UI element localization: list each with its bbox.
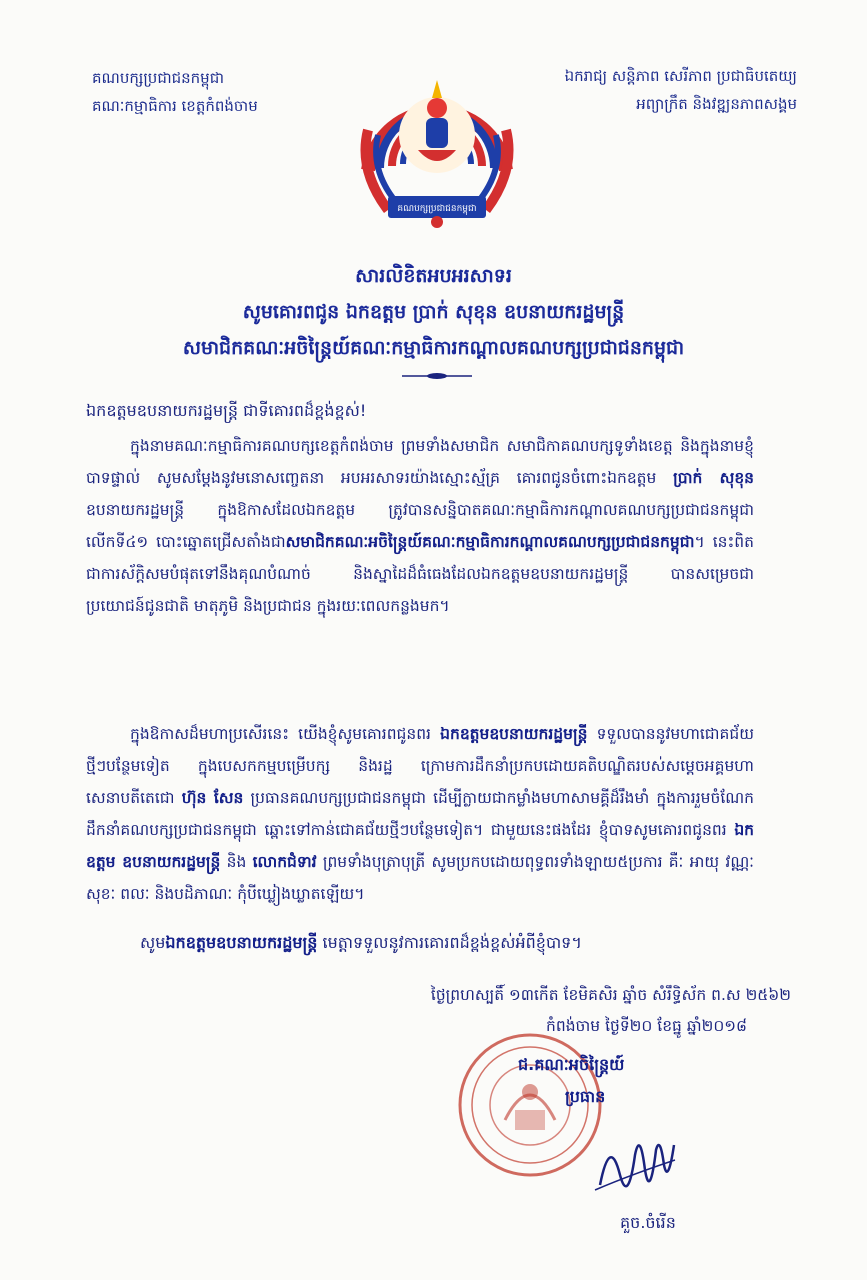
motto-line1: ឯករាជ្យ សន្តិភាព សេរីភាព ប្រជាធិបតេយ្យ — [564, 67, 797, 85]
title-line1: សារលិខិតអបអរសាទរ — [355, 265, 512, 287]
p1-text-c: ឧបនាយករដ្ឋមន្ត្រី ក្នុងឱកាសដែលឯកឧត្តម ត្រូវបានសន្និបាតគណៈកម្មាធិការកណ្តាលគណបក្សប្រជាជនកម្ពុជាលើកទី៤១ បោះឆ្នោតជ្រើសតាំងជា — [86, 501, 754, 551]
p2-text-e: និង — [220, 853, 253, 871]
p2-text-d: ប្រធានគណបក្សប្រជាជនកម្ពុជា ដើម្បីក្លាយជាកម្លាំងមហាសាមគ្គីដ៏រឹងមាំ ក្នុងការរួមចំណែកដឹកនាំគណបក្សប្រជាជនកម្ពុជា ឆ្ពោះទៅកាន់ជោគជ័យថ្មីៗបន្ថែមទៀត។ ជាមួយនេះផងដែរ ខ្ញុំបាទសូមគោរពជូនពរ — [86, 789, 755, 839]
p1-name-bold: ប្រាក់ សុខុន — [673, 469, 754, 487]
letter-titles — [60, 258, 807, 366]
p2-bold-3: ឯកឧត្តម ឧបនាយករដ្ឋមន្ត្រី — [86, 821, 754, 871]
committee-name: គណៈកម្មាធិការ ខេត្តកំពង់ចាម — [92, 97, 258, 115]
closing-a: សូម — [140, 933, 166, 952]
signature-role: ប្រធាន — [565, 1087, 606, 1106]
party-name: គណបក្សប្រជាជនកម្ពុជា — [92, 69, 224, 87]
p2-text-c: ទទួលបាននូវមហាជោគជ័យថ្មីៗបន្ថែមទៀត ក្នុងបេសកកម្មបម្រើបក្ស និងរដ្ឋ ក្រោមការដឹកនាំប្រកបដោយគតិបណ្ឌិតរបស់សម្តេចអគ្គមហាសេនាបតីតេជោ — [86, 725, 754, 807]
closing-c: មេត្តាទទួលនូវការគោរពដ៏ខ្ពង់ខ្ពស់អំពីខ្ញុំបាទ។ — [317, 933, 582, 952]
salutation: ឯកឧត្តមឧបនាយករដ្ឋមន្ត្រី ជាទីគោរពដ៏ខ្ពង់ខ្ពស់! — [86, 401, 367, 420]
ornament-divider — [402, 372, 472, 380]
p2-bold-4: លោកជំទាវ — [252, 853, 317, 871]
p1-position-bold: សមាជិកគណៈអចិន្ត្រៃយ៍គណៈកម្មាធិការកណ្តាលគណបក្សប្រជាជនកម្ពុជា — [285, 533, 695, 551]
handwritten-signature-icon — [590, 1115, 680, 1215]
p2-bold-2: ហ៊ុន សែន — [181, 789, 244, 807]
closing-line — [140, 932, 582, 956]
paragraph-congratulation — [86, 430, 754, 622]
paragraph-wishes — [86, 718, 754, 910]
p2-text-a: ក្នុងឱកាសដ៏មហាប្រសើរនេះ យើងខ្ញុំសូមគោរពជូនពរ — [130, 725, 441, 743]
date-solar: កំពង់ចាម ថ្ងៃទី២០ ខែធ្នូ ឆ្នាំ២០១៨ — [546, 1017, 747, 1035]
p2-bold-1: ឯកឧត្តមឧបនាយករដ្ឋមន្ត្រី — [440, 725, 588, 743]
date-lunar: ថ្ងៃព្រហស្បតិ៍ ១៣កើត ខែមិគសិរ ឆ្នាំច សំរឹទ្ធិស័ក ព.ស ២៥៦២ — [430, 986, 791, 1004]
logo-banner-text: គណបក្សប្រជាជនកម្ពុជា — [397, 204, 477, 214]
motto-line2: អព្យាក្រឹត និងវឌ្ឍនភាពសង្គម — [636, 95, 797, 113]
title-line2: សូមគោរពជូន ឯកឧត្តម ប្រាក់ សុខុន ឧបនាយករដ្ឋមន្ត្រី — [242, 301, 625, 323]
p1-text-d: ។ នេះពិតជាការស័ក្តិសមបំផុតទៅនឹងគុណបំណាច់ និងស្នាដៃដ៏ធំធេងដែលឯកឧត្តមឧបនាយករដ្ឋមន្ត្រី បានសម្រេចជាប្រយោជន៍ជូនជាតិ មាតុភូមិ និងប្រជាជន ក្នុងរយៈពេលកន្លងមក។ — [86, 533, 754, 615]
title-line3: សមាជិកគណៈអចិន្ត្រៃយ៍គណៈកម្មាធិការកណ្តាលគណបក្សប្រជាជនកម្ពុជា — [182, 337, 685, 359]
closing-bold: ឯកឧត្តមឧបនាយករដ្ឋមន្ត្រី — [165, 933, 318, 952]
party-header — [92, 64, 258, 120]
signer-name: គួច.ចំរើន — [620, 1213, 676, 1232]
signature-title: ជ.គណៈអចិន្ត្រៃយ៍ — [518, 1055, 625, 1074]
national-motto — [565, 62, 797, 118]
party-logo-icon — [348, 50, 526, 230]
p2-text-f: ព្រមទាំងបុត្រាបុត្រី សូមប្រកបដោយពុទ្ធពរទាំងឡាយ៥ប្រការ គឺៈ អាយុ វណ្ណៈ សុខៈ ពលៈ និងបដិភាណៈ កុំបីឃ្លៀងឃ្លាតឡើយ។ — [86, 853, 754, 903]
p1-text-a: ក្នុងនាមគណៈកម្មាធិការគណបក្សខេត្តកំពង់ចាម ព្រមទាំងសមាជិក សមាជិកាគណបក្សទូទាំងខេត្ត និងក្នុងនាមខ្ញុំបាទផ្ទាល់ សូមសម្តែងនូវមនោសញ្ចេតនា អបអរសាទរយ៉ាងស្មោះស្ម័គ្រ គោរពជូនចំពោះឯកឧត្តម — [86, 437, 754, 487]
